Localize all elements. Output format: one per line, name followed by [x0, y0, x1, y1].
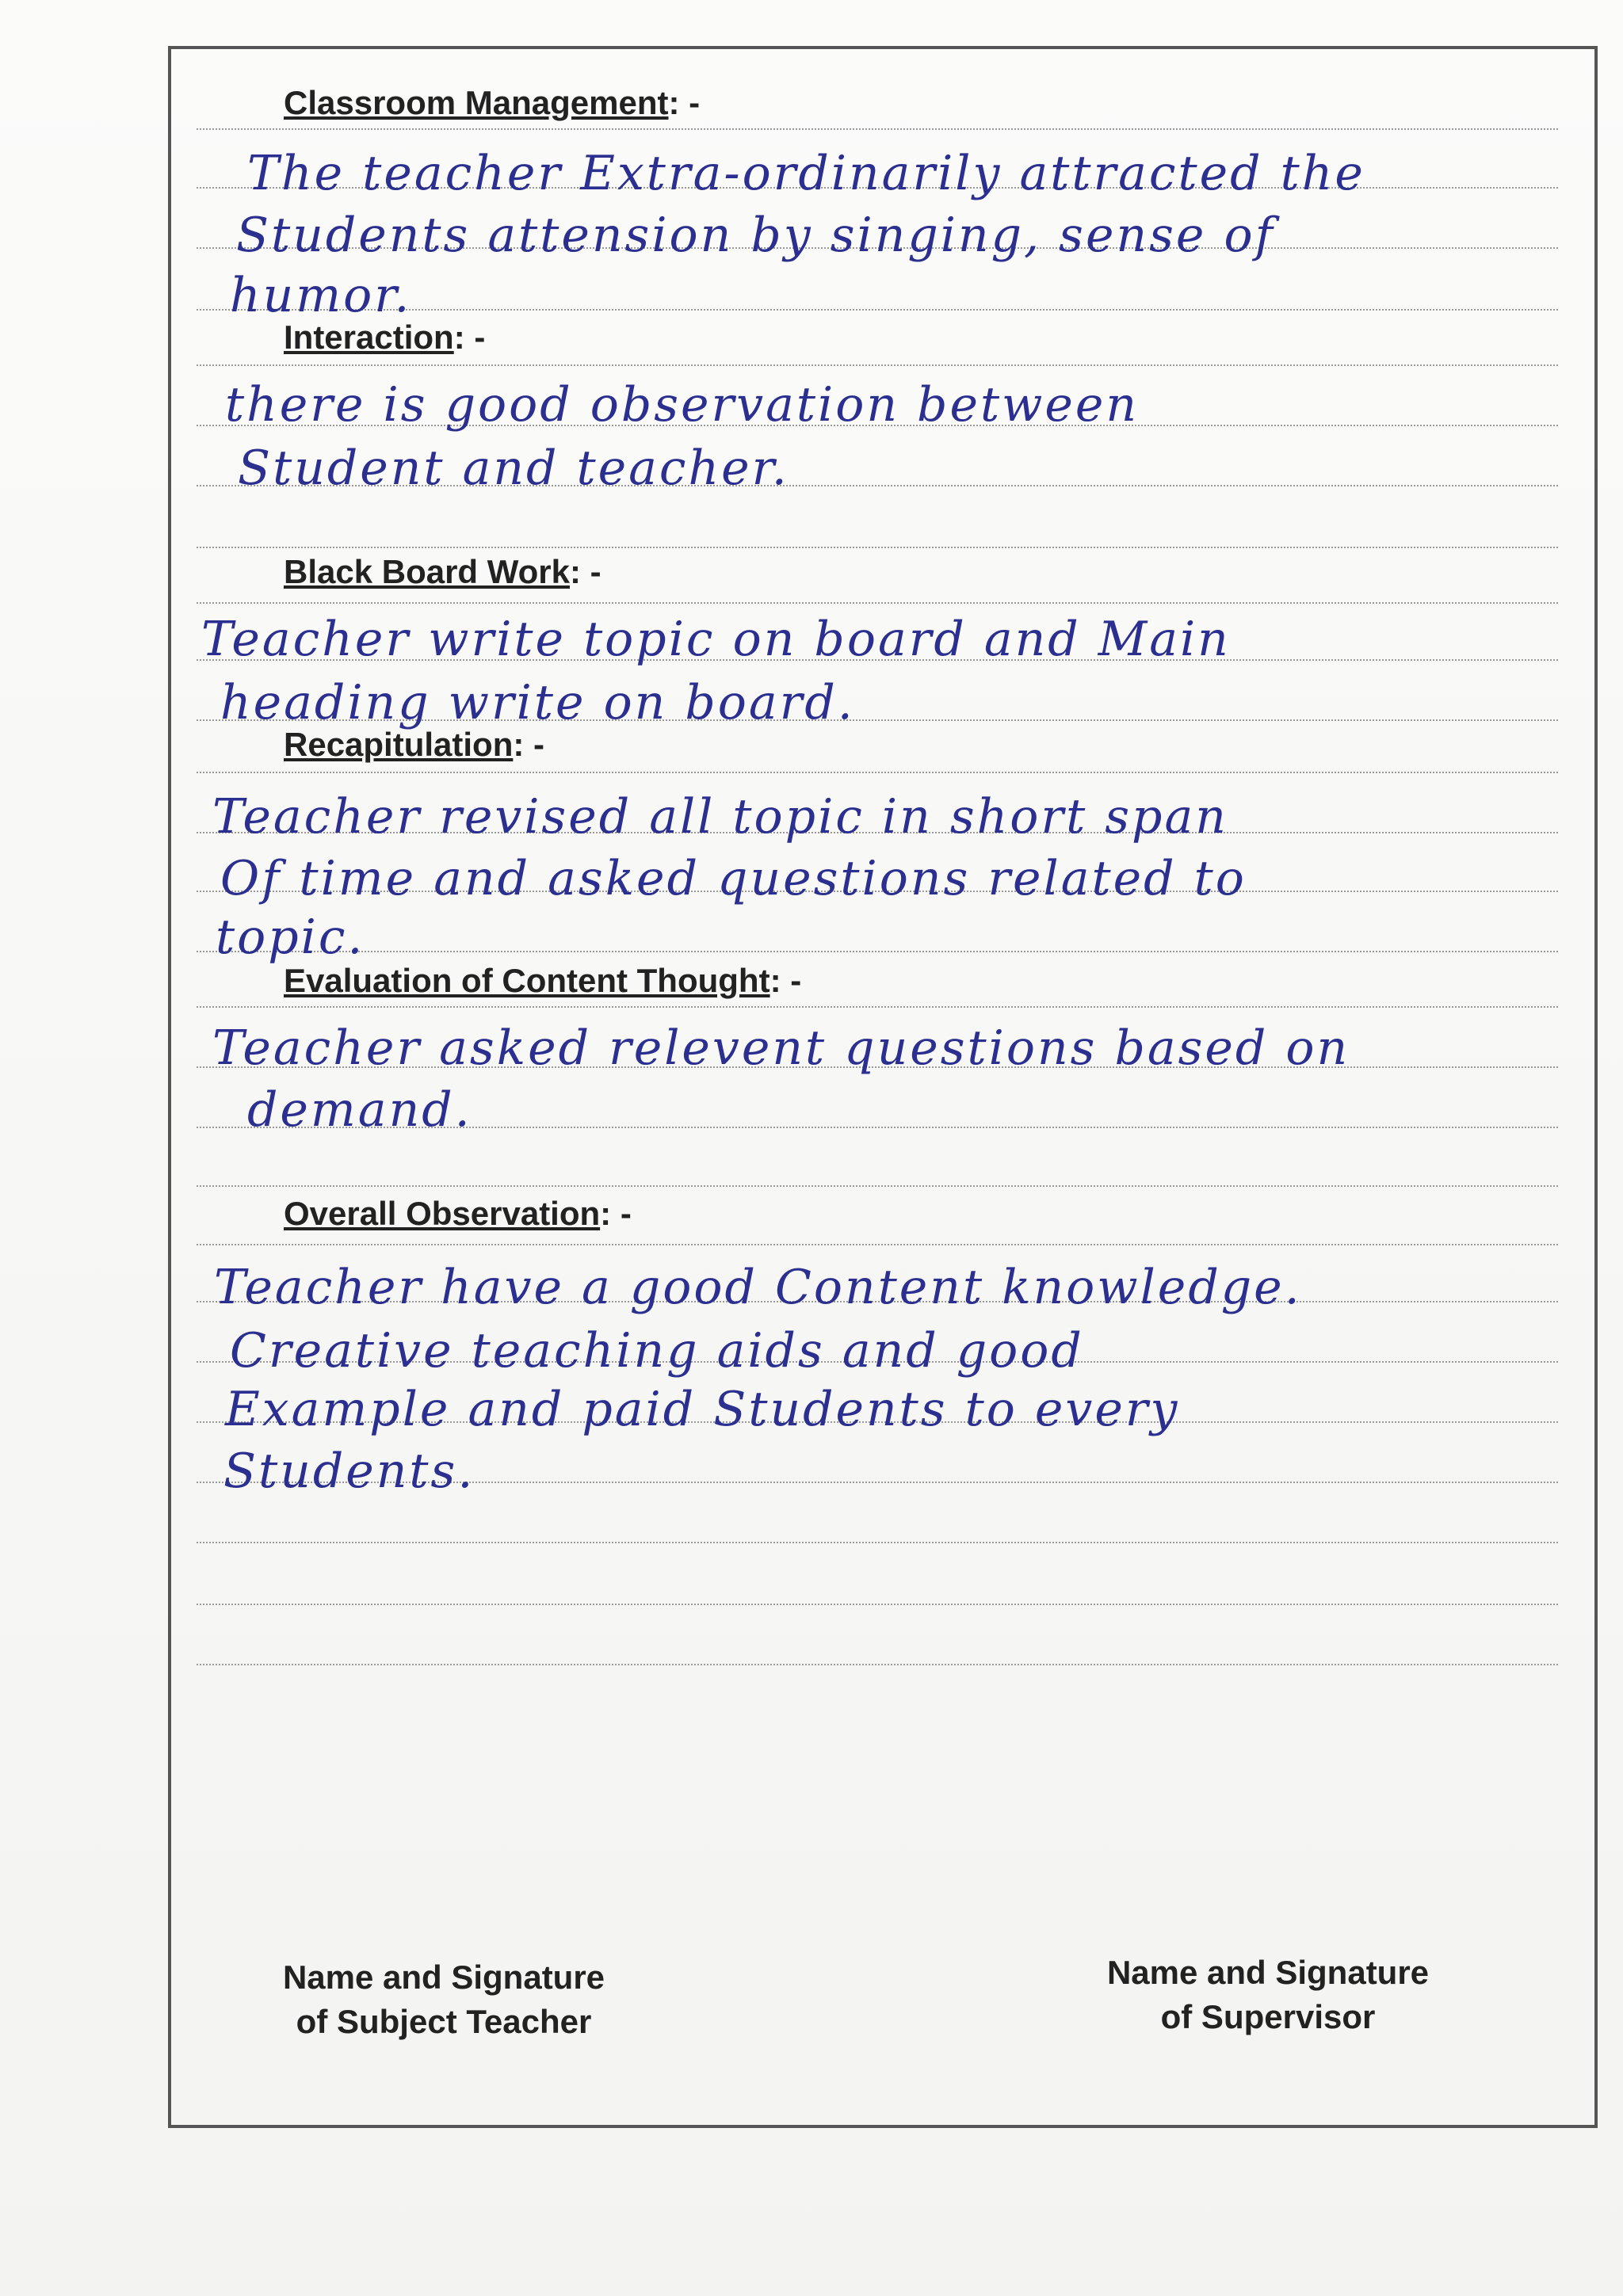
ruled-line: [197, 364, 1558, 366]
ruled-line: [197, 951, 1558, 952]
subject-teacher-signature-label: [238, 1955, 650, 2044]
handwritten-line: humor.: [230, 268, 412, 323]
section-heading-recapitulation: [284, 726, 544, 764]
ruled-line: [197, 1664, 1558, 1665]
handwritten-line: Teacher have a good Content knowledge.: [214, 1260, 1302, 1315]
handwritten-line: topic.: [216, 910, 365, 965]
handwritten-line: Of time and asked questions related to: [220, 851, 1247, 906]
heading-label: Interaction: [284, 318, 454, 356]
handwritten-line: Students.: [223, 1444, 475, 1499]
heading-suffix: : -: [453, 318, 486, 356]
heading-suffix: : -: [769, 962, 802, 999]
ruled-line: [197, 602, 1558, 604]
heading-label: Classroom Management: [284, 84, 669, 121]
handwritten-line: heading write on board.: [220, 675, 855, 730]
handwritten-line: Students attension by singing, sense of: [236, 208, 1275, 263]
heading-suffix: : -: [600, 1195, 632, 1232]
heading-suffix: : -: [513, 726, 545, 763]
ruled-line: [197, 1185, 1558, 1187]
heading-label: Evaluation of Content Thought: [284, 962, 770, 999]
ruled-line: [197, 128, 1558, 130]
section-heading-interaction: [284, 318, 485, 357]
ruled-line: [197, 1604, 1558, 1605]
handwritten-line: The teacher Extra-ordinarily attracted the: [247, 146, 1365, 201]
heading-label: Black Board Work: [284, 553, 570, 590]
heading-suffix: : -: [668, 84, 701, 121]
signature-label-line: of Subject Teacher: [296, 2003, 592, 2040]
ruled-line: [197, 547, 1558, 548]
signature-label-line: of Supervisor: [1160, 1998, 1376, 2035]
handwritten-line: Teacher write topic on board and Main: [201, 612, 1231, 667]
supervisor-signature-label: [1062, 1951, 1474, 2039]
ruled-line: [197, 1542, 1558, 1543]
section-heading-black-board-work: [284, 553, 601, 591]
heading-label: Overall Observation: [284, 1195, 601, 1232]
section-heading-classroom-management: [284, 84, 700, 122]
handwritten-line: Student and teacher.: [238, 441, 789, 496]
ruled-line: [197, 1006, 1558, 1008]
section-heading-overall-observation: [284, 1195, 632, 1233]
handwritten-line: demand.: [247, 1082, 472, 1138]
handwritten-line: Teacher revised all topic in short span: [212, 789, 1228, 845]
section-heading-evaluation-of-content-thought: [284, 962, 801, 1000]
handwritten-line: Teacher asked relevent questions based on: [212, 1020, 1350, 1076]
heading-label: Recapitulation: [284, 726, 514, 763]
ruled-line: [197, 1244, 1558, 1245]
heading-suffix: : -: [570, 553, 601, 590]
handwritten-line: Example and paid Students to every: [225, 1382, 1180, 1437]
signature-label-line: Name and Signature: [282, 1958, 605, 1996]
handwritten-line: Creative teaching aids and good: [230, 1323, 1084, 1379]
handwritten-line: there is good observation between: [225, 377, 1140, 433]
ruled-line: [197, 772, 1558, 773]
signature-label-line: Name and Signature: [1106, 1954, 1430, 1991]
